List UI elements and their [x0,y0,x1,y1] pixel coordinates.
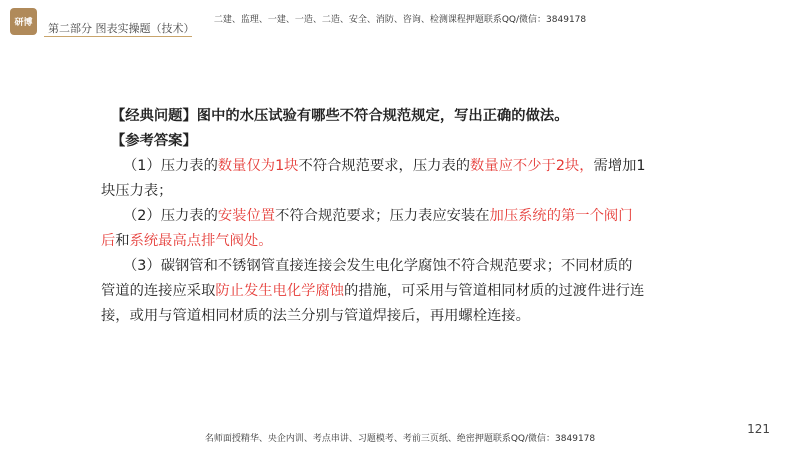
answer-item-2-text: 和 [115,233,130,249]
bottom-ad-text: 名师面授精华、央企内训、考点串讲、习题模考、考前三页纸、绝密押题联系QQ/微信：3849178 [204,434,596,444]
answer-item-1-text: （1）压力表的 [123,158,218,174]
answer-item-3 [101,254,646,329]
answer-item-3-text: 的措施，可采用与管道相同材质的过渡件进行连接，或用与管道相同材质的法兰分别与管道焊接后，再用螺栓连接。 [101,283,645,324]
page-number: 121 [747,422,770,436]
answer-item-1-text: 需增加1块压力表； [101,158,646,199]
question-heading: 【经典问题】图中的水压试验有哪些不符合规范规定，写出正确的做法。 [111,108,569,124]
answer-heading: 【参考答案】 [111,133,197,149]
header-divider [44,36,192,37]
answer-item-2-highlight: 加压系统的第一个阀门后 [101,208,633,249]
answer-item-2-text: （2）压力表的 [123,208,218,224]
answer-item-1 [101,154,646,204]
top-ad-text: 二建、监理、一建、一造、二造、安全、消防、咨询、检测课程押题联系QQ/微信：3849178 [213,15,587,25]
logo-text: 研博 [14,18,33,28]
answer-item-1-highlight: 数量仅为1块 [217,158,299,174]
answer-item-2 [101,204,646,254]
section-title: 第二部分 图表实操题（技术） [48,22,195,35]
answer-item-1-highlight: 数量应不少于2块， [470,158,594,174]
answer-item-3-text: （3）碳钢管和不锈钢管直接连接会发生电化学腐蚀不符合规范要求；不同材质的管道的连接应采取 [101,258,633,299]
main-content [101,104,646,329]
answer-item-2-highlight: 安装位置 [217,208,276,224]
answer-item-2-highlight: 系统最高点排气阀处。 [129,233,273,249]
answer-item-2-text: 不符合规范要求；压力表应安装在 [275,208,490,224]
answer-item-1-text: 不符合规范要求，压力表的 [298,158,471,174]
answer-item-3-highlight: 防止发生电化学腐蚀 [215,283,345,299]
